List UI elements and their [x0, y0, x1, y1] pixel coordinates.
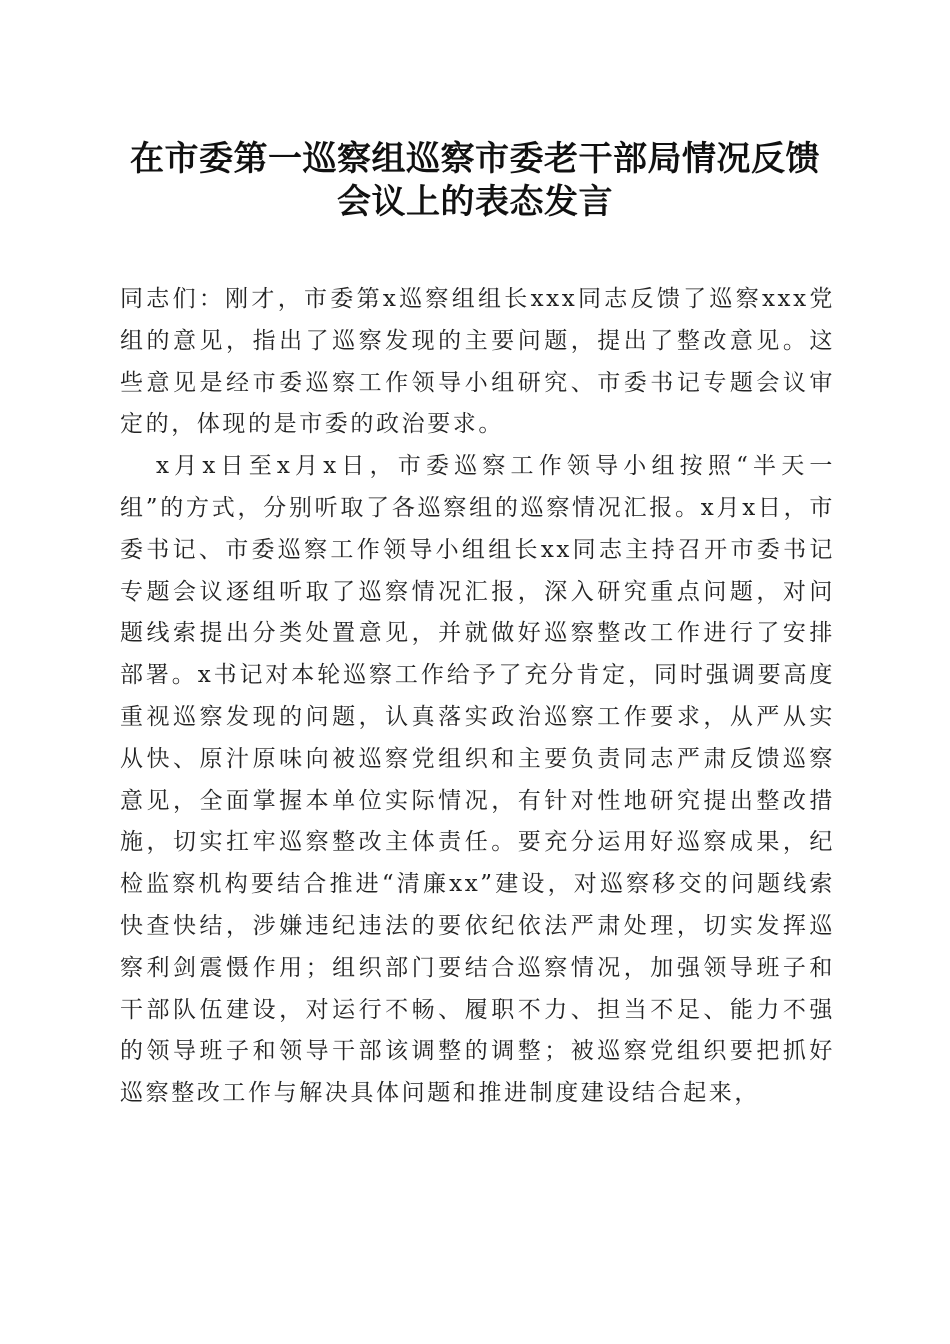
title-line-2: 会议上的表态发言: [337, 182, 613, 222]
document-title: [100, 138, 850, 224]
paragraph-main: x月x日至x月x日，市委巡察工作领导小组按照“半天一组”的方式，分别听取了各巡察组的巡察情况汇报。x月x日，市委书记、市委巡察工作领导小组组长xx同志主持召开市委书记专题会议逐组听取了巡察情况汇报，深入研究重点问题，对问题线索提出分类处置意见，并就做好巡察整改工作进行了安排部署。x书记对本轮巡察工作给予了充分肯定，同时强调要高度重视巡察发现的问题，认真落实政治巡察工作要求，从严从实从快、原汁原味向被巡察党组织和主要负责同志严肃反馈巡察意见，全面掌握本单位实际情况，有针对性地研究提出整改措施，切实扛牢巡察整改主体责任。要充分运用好巡察成果，纪检监察机构要结合推进“清廉xx”建设，对巡察移交的问题线索快查快结，涉嫌违纪违法的要依纪依法严肃处理，切实发挥巡察利剑震慑作用；组织部门要结合巡察情况，加强领导班子和干部队伍建设，对运行不畅、履职不力、担当不足、能力不强的领导班子和领导干部该调整的调整；被巡察党组织要把抓好巡察整改工作与解决具体问题和推进制度建设结合起来，: [120, 453, 835, 1107]
paragraph-opening: 同志们：刚才，市委第x巡察组组长xxx同志反馈了巡察xxx党组的意见，指出了巡察发现的主要问题，提出了整改意见。这些意见是经市委巡察工作领导小组研究、市委书记专题会议审定的，体现的是市委的政治要求。: [120, 286, 835, 438]
document-body: [120, 279, 835, 1115]
title-line-1: 在市委第一巡察组巡察市委老干部局情况反馈: [130, 139, 820, 179]
